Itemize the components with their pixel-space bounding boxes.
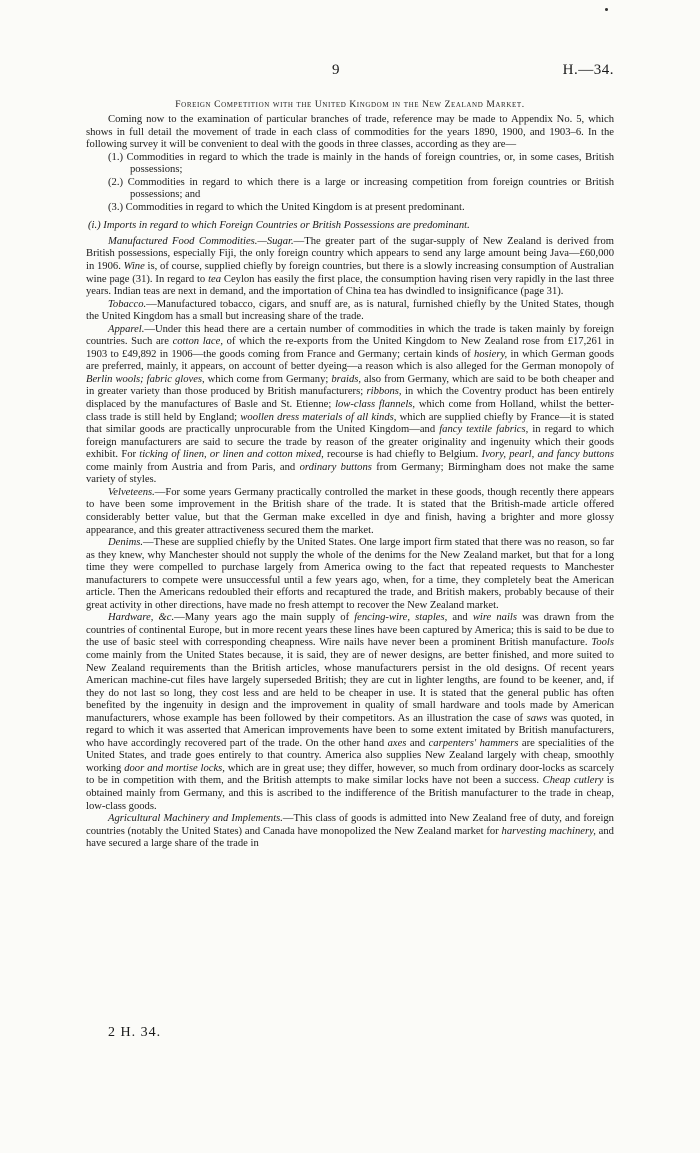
text-apparel-7: which come from Holland, whilst the better-class trade is still held by England; [86, 399, 614, 423]
term-braids: braids, [331, 373, 362, 385]
text-apparel-8: which are supplied chiefly by France—it is stated that similar goods are practically unprocurable from the United Kingdom—and [86, 411, 614, 436]
text-apparel-12: from Germany; Birmingham does not make the same variety of styles. [86, 461, 615, 486]
text-apparel-11: come mainly from Austria and from Paris, and [86, 461, 300, 473]
term-fencing: fencing-wire, staples, [354, 612, 448, 624]
text-apparel-4: which come from Germany; [204, 373, 332, 385]
lead-velveteens: Velveteens. [108, 486, 155, 498]
subheading: (i.) Imports in regard to which Foreign Countries or British Possessions are predominant. [88, 220, 470, 232]
text-hardware-5: are specialities of the United States, and trade goes entirely to that country. America also supplies New Zealand largely with cheap, smoothly working [86, 737, 614, 774]
text-apparel-9: in regard to which foreign manufacturers are said to secure the trade by reason of the greater originality and ingenuity which their goods exhibit. For [86, 424, 614, 461]
class-list [108, 152, 614, 215]
term-hosiery: hosiery, [473, 348, 508, 360]
term-ticking: ticking of linen, or linen and cotton mixed, [139, 449, 324, 461]
paragraph-agricultural [86, 813, 614, 851]
lead-apparel: Apparel. [108, 323, 145, 335]
class-item-2: (2.) Commodities in regard to which there is a large or increasing competition from foreign countries or British possessions; and [108, 176, 614, 201]
paragraph-velveteens [86, 487, 614, 537]
text-tobacco: —Manufactured tobacco, cigars, and snuff are, as is natural, furnished chiefly by the United States, though the United Kingdom has a small but increasing share of the trade. [86, 298, 614, 323]
term-ivory: Ivory, pearl, and fancy buttons [481, 449, 614, 461]
term-ribbons: ribbons, [366, 386, 402, 398]
term-flannels: low-class flannels, [335, 399, 416, 411]
text-hardware-and2: and [406, 737, 429, 749]
print-speck [605, 8, 608, 11]
term-fancy-textile: fancy textile fabrics, [439, 424, 529, 436]
term-cutlery: Cheap cutlery [542, 775, 604, 787]
body-text [86, 114, 614, 851]
section-title-text: Foreign Competition with the United Kingdom in the New Zealand Market. [175, 100, 525, 110]
page-header [86, 62, 614, 84]
lead-hardware: Hardware, &c. [108, 612, 175, 624]
text-hardware-and: and [447, 612, 473, 624]
text-wine: is, of course, supplied chiefly by foreign countries, but there is a slowly increasing consumption of Australian wine page (31). In regard to [86, 261, 614, 285]
text-velveteens: —For some years Germany practically controlled the market in these goods, though recently there appears to have been some improvement in the British share of the trade. It is stated that the British-made article offered considerably better value, but that the German make excelled in dye and finish, having a brighter and more glossy appearance, and this greater attractiveness secured them the market. [86, 486, 614, 536]
text-apparel-2: of which the re-exports from the United Kingdom to New Zealand rose from £17,261 in 1903 to £49,892 in 1906—the goods coming from France and Germany; certain kinds of [86, 336, 615, 360]
term-ordinary-buttons: ordinary buttons [299, 461, 372, 473]
class-item-3: (3.) Commodities in regard to which the United Kingdom is at present predominant. [108, 201, 465, 213]
term-woollen: woollen dress materials of all kinds, [240, 411, 397, 423]
text-hardware-3: come mainly from the United States because, it is said, they are of newer designs, are better finished, and more suited to New Zealand requirements than the British articles, whose manufacturers persist in the old designs. Of recent years American machine-cut files have largely superseded British; they are cut in lighter lengths, are found to be keener, and, if they do not last so long, they cost less and are held to be cheaper in use. It is stated that the general public has often benefited by the ingenuity in design and the improvement in quality of small hardware and tools made by American manufacturers, whose example has been followed by their competitors. As an illustration the case of [86, 649, 614, 724]
paragraph-tobacco [86, 299, 614, 324]
page-number: 9 [332, 62, 340, 78]
text-hardware-1: —Many years ago the main supply of [174, 612, 355, 624]
text-hardware-6: which are in great use; they differ, however, so much from ordinary door-locks as scarcely to be in competition with them, and the British attempts to make similar locks have not been a success. [86, 762, 615, 787]
document-reference: H.—34. [562, 62, 614, 78]
text-agri-2: and have secured a large share of the trade in [86, 825, 614, 850]
intro-paragraph: Coming now to the examination of particular branches of trade, reference may be made to Appendix No. 5, which shows in full detail the movement of trade in each class of commodities for the years 1890, 1900, and 1903–6. In the following survey it will be convenient to deal with the goods in three classes, according as they are— [86, 114, 614, 151]
text-apparel-3: in which German goods are preferred, mainly, it appears, on account of better dyeing—a reason which is also alleged for the German monopoly of [86, 348, 615, 373]
signature-mark: 2 H. 34. [108, 1025, 162, 1040]
term-harvesting: harvesting machinery, [501, 825, 596, 837]
paragraph-apparel [86, 324, 614, 487]
text-apparel-5: also from Germany, which are said to be both cheaper and in greater variety than those produced by British manufacturers; [86, 373, 614, 398]
term-wire-nails: wire nails [472, 612, 517, 624]
paragraph-sugar [86, 236, 614, 299]
lead-sugar: Manufactured Food Commodities.—Sugar. [108, 235, 294, 247]
text-hardware-2: was drawn from the countries of continental Europe, but in more recent years these lines have been captured by America; this is said to be due to the use of basic steel with corresponding cheapness. Wire nails have never been a prominent British manufacture. [86, 612, 615, 649]
section-title [86, 100, 614, 110]
class-item-1: (1.) Commodities in regard to which the trade is mainly in the hands of foreign countries, or, in some cases, British possessions; [108, 151, 614, 176]
term-axes: axes [387, 737, 407, 749]
text-hardware-7: is obtained mainly from Germany, and this is ascribed to the indifference of the British manufacturer to the trade in cheap, low-class goods. [86, 775, 614, 812]
term-hammers: carpenters' hammers [428, 737, 519, 749]
paragraph-hardware [86, 612, 614, 813]
term-door-locks: door and mortise locks, [124, 762, 225, 774]
paragraph-denims [86, 537, 614, 612]
text-hardware-4: was quoted, in regard to which it was asserted that American improvements have been to some extent imitated by British manufacturers, who have accordingly recovered part of the trade. On the other hand [86, 712, 614, 749]
term-wine: Wine [123, 261, 145, 273]
term-berlin-wools: Berlin wools; fabric gloves, [86, 373, 205, 385]
lead-tobacco: Tobacco. [108, 298, 147, 310]
term-cotton-lace: cotton lace, [172, 336, 223, 348]
term-saws: saws [526, 712, 548, 724]
text-agri-1: —This class of goods is admitted into New Zealand free of duty, and foreign countries (notably the United States) and Canada have monopolized the New Zealand market for [86, 813, 614, 837]
text-tea: Ceylon has easily the first place, the consumption having risen very rapidly in the last three years. Indian teas are next in demand, and the importation of China tea has dwindled to insignificance (page 31). [86, 273, 614, 298]
lead-agricultural: Agricultural Machinery and Implements. [108, 813, 283, 825]
text-apparel-10: recourse is had chiefly to Belgium. [323, 449, 482, 461]
text-apparel-1: —Under this head there are a certain number of commodities in which the trade is taken mainly by foreign countries. Such are [86, 323, 614, 348]
lead-denims: Denims. [108, 537, 144, 549]
term-tea: tea [208, 273, 222, 285]
text-sugar: —The greater part of the sugar-supply of New Zealand is derived from British possessions, especially Fiji, the only foreign country which appears to send any large amount being Java—£60,000 in 1906. [86, 235, 614, 273]
text-apparel-6: in which the Coventry product has been entirely displaced by the manufactures of Basle and St. Etienne; [86, 386, 614, 411]
text-denims: —These are supplied chiefly by the United States. One large import firm stated that there was no reason, so far as they knew, why Manchester should not supply the whole of the denims for the New Zealand market, but that for a long time they were compelled to purchase largely from America owing to the fact that repeated requests to Manchester manufacturers to compete were unsuccessful until a few years ago, when, for a time, they completely beat the American article. Then the Americans redoubled their efforts and recaptured the trade, and British makers, probably because of their great activity in other directions, have made no fresh attempt to recover the New Zealand market. [86, 537, 614, 611]
term-tools: Tools [591, 637, 614, 649]
